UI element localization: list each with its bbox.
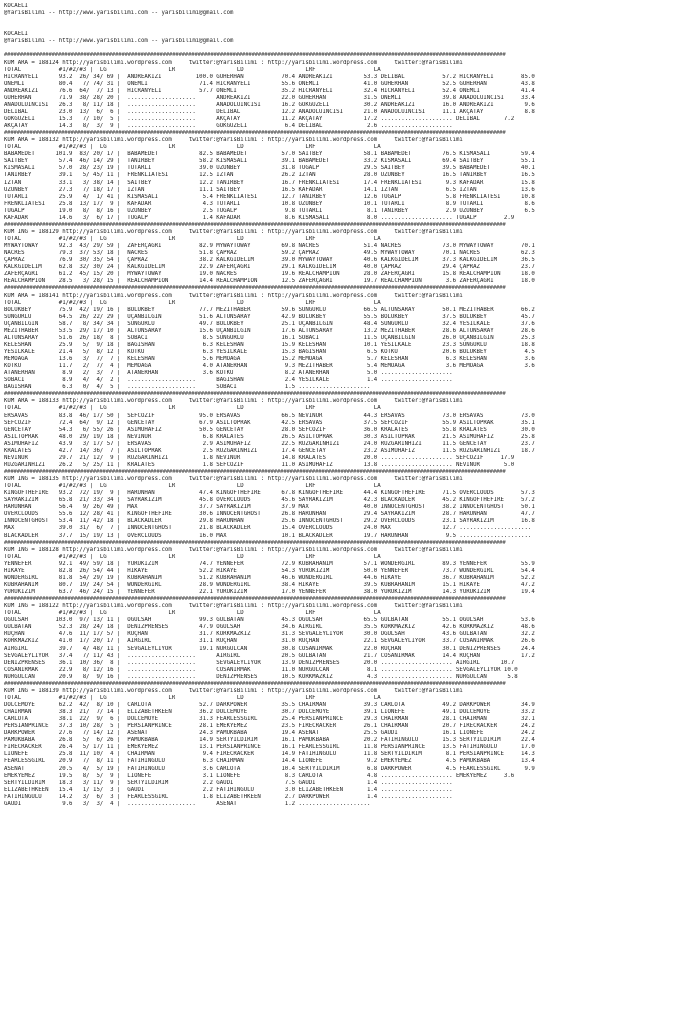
table-row: CHAIRMAN 38.3 21/ 7/ 14 | ELIZABETHKEEN 36.2 DOLCEMOYE 30.7 DOLCEMOYE 39.1 LIONEFE 49.1 DOLCEMOYE 33.2	[4, 709, 535, 715]
table-row: ATANERHAN 8.9 2/ 3/ 7 | ATANERHAN 3.6 KOTKU 8.2 ATANERHAN 5.0 .....................	[4, 370, 453, 377]
column-headers: TOTAL #1/#2/#3 | LG LR LD LRF LA	[4, 694, 381, 701]
table-row: UZUNBEY 27.3 7/ 18/ 17 | IZTAN 11.1 SAITBEY 16.5 KAFADAR 14.1 IZTAN 6.5 IZTAN 13.6	[4, 186, 535, 193]
table-row: SAYRAKIZIM 65.8 21/ 33/ 34 | SAYRAKIZIM 45.8 OVERCLOUDS 45.6 SAYRAKIZIM 42.3 BLACKADLER 45.2 KINGOFTHEFIRE 57.2	[4, 497, 535, 504]
table-row: ALTUNSARAY 51.6 26/ 18/ 8 | SOBACI 8.5 SUNGURLU 16.1 SOBACI 11.5 UÇANBILGIN 26.0 UÇANBILGIN 25.3	[4, 334, 535, 341]
table-row: ERSAVAS 83.8 46/ 17/ 50 | SEFCOZIF 95.0 ERSAVAS 66.5 NEVINUR 44.3 ERSAVAS 73.0 ERSAVAS 73.0	[4, 412, 535, 419]
section-separator: ##############################################################################################################################################################	[4, 391, 506, 398]
race-header: KUM ING = 188135 http://yarisbilimi.wordpress.com twitter:@YarisBilimi : http://yarisbilimi.wordpress.com twitter:@YarisBilimi	[4, 476, 463, 482]
section-separator: ##############################################################################################################################################################	[4, 596, 506, 602]
table-row: ASENAT 20.5 4/ 5/ 19 | FATIHINGÜLÜ 3.6 CARLOTA 10.4 SERTYILDIRIM 6.8 DARKPOWER 4.5 FEARLESSGIRL 9.9	[4, 765, 535, 772]
column-headers: TOTAL #1/#2/#3 | LG LR LD LRF LA	[4, 299, 381, 306]
table-row: GÖKGÜZELI 15.3 7/ 10/ 5 | .................... AKÇATAY 11.2 AKÇATAY 17.2 ..................... DELIBAL 7.2	[4, 116, 515, 122]
table-row: MEMOAGA 13.6 3/ 7/ 7 | KELESHAN 5.6 MEMOAGA 15.2 MEMOAGA 5.7 KELESHAN 6.3 KELESHAN 3.6	[4, 356, 535, 362]
header-line	[4, 24, 682, 31]
table-row: AIRGIRL 39.7 4/ 48/ 11 | SEVGALEYLIYOR 19.1 NURGÜLCAN 30.8 COSANIRMAK 22.0 RÜÇHAN 30.1 DENIZPRENSES 24.4	[4, 645, 535, 652]
table-row: ÖNEMLI 80.4 7/ 74/ 31 | ÖNEMLI 71.4 HICRANYELI 55.6 ÖNEMLI 41.0 GÜHERHAN 52.5 GÜHERHAN 43.8	[4, 80, 535, 87]
table-row: ELIZABETHKEEN 15.4 1/ 15/ 3 | GAUDI 2.2 FATIHINGÜLÜ 3.0 ELIZABETHKEEN 1.4 .....................	[4, 786, 453, 793]
column-headers: TOTAL #1/#2/#3 | LG LR LD LRF LA	[4, 236, 381, 242]
table-row: GÜHERHAN 71.9 38/ 28/ 20 | .................... ANDREAKIZI 22.0 GÜHERHAN 31.5 ÖNEMLI 39.8 ANADOLUINCISI 33.4	[4, 94, 535, 101]
contact-line: @YarisBilimi -- http://www.yarisbilimi.com -- yarisbilimi@gmail.com	[4, 38, 234, 45]
table-row: NURGÜLCAN 20.9 8/ 9/ 16 | .................... DENIZPRENSES 10.5 KORKMAZKIZ 4.3 ..................... NURGÜLCAN 5.8	[4, 673, 518, 680]
table-row: HICRANYELI 93.2 26/ 34/ 69 | ANDREAKIZI 100.0 GÜHERHAN 70.4 ANDREAKIZI 53.3 DELIBAL 57.2 HICRANYELI 85.0	[4, 73, 535, 80]
table-row: ANDREAKIZI 76.6 64/ 7/ 13 | HICRANYELI 57.7 ÖNEMLI 35.2 HICRANYELI 32.4 HICRANYELI 52.4 ÖNEMLI 41.4	[4, 87, 535, 94]
contact-line: @YarisBilimi -- http://www.yarisbilimi.com -- yarisbilimi@gmail.com	[4, 10, 234, 17]
table-row: HIKAYE 82.8 26/ 54/ 44 | HIKAYE 52.2 HIKAYE 54.3 YÜRÜKIZIM 50.0 YENNEFER 73.7 WONDERGIRL 54.4	[4, 567, 535, 574]
table-row: OVERCLOUDS 55.6 12/ 28/ 41 | KINGOFTHEFIRE 30.6 INNOCENTGHOST 26.8 HARUNHAN 29.4 SAYRAKIZIM 28.7 HARUNHAN 47.7	[4, 511, 535, 518]
table-row: UÇANBILGIN 58.7 8/ 34/ 34 | SUNGURLU 49.7 BÖLÜKBEY 25.1 UÇANBILGIN 48.4 SUNGURLU 32.4 YESILKALE 37.6	[4, 320, 535, 327]
table-row: MAX 39.0 31/ 6/ 7 | INNOCENTGHOST 21.8 BLACKADLER 15.4 OVERCLOUDS 24.0 MAX 12.7 .....................	[4, 525, 532, 532]
table-row: TANIRBEY 39.1 5/ 45/ 11 | FRENKLIATESI 12.5 IZTAN 26.2 IZTAN 28.0 UZUNBEY 16.5 TANIRBEY 16.5	[4, 172, 535, 179]
race-header: KUM ING = 188139 http://yarisbilimi.wordpress.com twitter:@YarisBilimi : http://yarisbilimi.wordpress.com twitter:@YarisBilimi	[4, 687, 463, 694]
table-row: SERTYILDIRIM 18.3 3/ 11/ 9 | SERTYILDIRIM 2.2 GAUDI 7.5 GAUDI 1.4 .....................	[4, 779, 453, 786]
table-row: KORKMAZKIZ 41.0 17/ 20/ 17 | AIRGIRL 31.1 RÜÇHAN 31.0 RÜÇHAN 22.1 SEVGALEYLIYOR 33.7 COSANIRMAK 26.6	[4, 638, 535, 645]
section-separator: ##############################################################################################################################################################	[4, 285, 506, 292]
section-separator: ##############################################################################################################################################################	[4, 221, 506, 228]
table-row: DOLCEMOYE 62.2 42/ 8/ 10 | CARLOTA 52.7 DARKPOWER 35.5 CHAIRMAN 39.3 CARLOTA 49.2 DARKPOWER 34.9	[4, 701, 535, 708]
section-separator: ##############################################################################################################################################################	[4, 130, 506, 137]
table-row: LIONEFE 25.8 11/ 10/ 4 | CHAIRMAN 9.4 FIRECRACKER 14.9 FATIHINGÜLÜ 11.8 SERTYILDIRIM 8.1 PERSIANPRINCE 14.3	[4, 751, 535, 758]
table-row: DARKPOWER 27.6 7/ 14/ 12 | ASENAT 24.3 PAMUKBABA 19.4 ASENAT 25.5 GAUDI 16.1 LIONEFE 24.2	[4, 730, 535, 737]
table-row: HARUNHAN 56.4 9/ 26/ 49 | MAX 37.7 SAYRAKIZIM 37.9 MAX 40.0 INNOCENTGHOST 38.2 INNOCENTGHOST 50.1	[4, 504, 535, 511]
table-row: ANADOLUINCISI 26.3 8/ 11/ 18 | .................... ANADOLUINCISI 16.2 GÖKGÜZELI 30.2 ANDREAKIZI 16.0 ANDREAKIZI 9.6	[4, 101, 535, 108]
race-header: KUM ARA = 188124 http://yarisbilimi.wordpress.com twitter:@YarisBilimi : http://yarisbilimi.wordpress.com twitter:@YarisBilimi	[4, 59, 463, 66]
table-row: INNOCENTGHOST 53.4 11/ 42/ 18 | BLACKADLER 29.8 HARUNHAN 25.6 INNOCENTGHOST 29.2 OVERCLOUDS 23.1 SAYRAKIZIM 16.8	[4, 518, 535, 525]
race-header: KUM ING = 188129 http://yarisbilimi.wordpress.com twitter:@YarisBilimi : http://yarisbilimi.wordpress.com twitter:@YarisBilimi	[4, 228, 463, 235]
table-row: BLACKADLER 37.7 15/ 19/ 13 | OVERCLOUDS 16.0 MAX 10.1 BLACKADLER 19.7 HARUNHAN 9.5 .....................	[4, 532, 532, 539]
table-row: DELIBAL 23.0 13/ 6/ 6 | .................... DELIBAL 12.2 ANADOLUINCISI 21.0 ANADOLUINCISI 11.1 AKÇATAY 8.8	[4, 108, 535, 115]
table-row: OGULSAH 103.0 97/ 13/ 11 | OGULSAH 99.3 GÜLBATAN 45.3 OGULSAH 65.5 GÜLBATAN 55.1 OGULSAH 53.6	[4, 617, 535, 624]
table-row: CARLOTA 38.1 22/ 9/ 6 | DOLCEMOYE 31.3 FEARLESSGIRL 25.4 PERSIANPRINCE 29.3 CHAIRMAN 28.1 CHAIRMAN 32.1	[4, 716, 535, 723]
table-row: BAGISHAN 6.3 0/ 4/ 5 | .................... SOBACI 1.5 .....................	[4, 384, 371, 391]
table-row: SUNGURLU 64.5 26/ 22/ 29 | UÇANBILGIN 51.6 ALTUNSARAY 42.9 BÖLÜKBEY 55.5 BÖLÜKBEY 37.5 BÖLÜKBEY 45.7	[4, 313, 535, 320]
column-headers: TOTAL #1/#2/#3 | LG LR LD LRF LA	[4, 483, 381, 490]
table-row: FEARLESSGIRL 20.9 7/ 8/ 11 | FATIHINGÜLÜ 6.3 CHAIRMAN 14.4 LIONEFE 9.2 EMEKYEMEZ 4.5 PAMUKBABA 13.4	[4, 758, 535, 765]
table-row: TUGALP 19.0 8/ 8/ 16 | UZUNBEY 2.5 TUGALP 9.8 TUTARLI 8.1 TANIRBEY 2.9 UZUNBEY 6.5	[4, 207, 535, 214]
header-line	[4, 17, 682, 24]
column-headers: TOTAL #1/#2/#3 | LG LR LD LRF LA	[4, 405, 381, 412]
table-row: KELESHAN 25.9 5/ 9/ 18 | BAGISHAN 6.3 KELESHAN 15.9 KELESHAN 10.1 YESILKALE 23.3 SUNGURLU 18.8	[4, 341, 535, 348]
table-row: BABAMEDET 101.9 83/ 20/ 17 | BABAMEDET 82.5 BABAMEDET 57.0 SAITBEY 58.1 BABAMEDET 76.5 KISMASALI 59.4	[4, 151, 535, 158]
table-row: SEVGALEYLIYOR 37.4 7/ 11/ 43 | .................... AIRGIRL 20.5 GÜLBATAN 21.7 COSANIRMAK 14.4 RÜÇHAN 17.2	[4, 652, 535, 659]
table-row: FRENKLIATESI 25.8 13/ 17/ 9 | KAFADAR 4.3 TUTARLI 10.8 UZUNBEY 10.1 TUTARLI 8.9 TUTARLI 8.6	[4, 200, 535, 207]
table-row: AKÇATAY 14.3 8/ 3/ 9 | .................... GÖKGÜZELI 6.4 DELIBAL 2.6 .....................	[4, 123, 453, 129]
table-row: FIRECRACKER 26.4 5/ 17/ 11 | EMEKYEMEZ 13.1 PERSIANPRINCE 16.1 FEARLESSGIRL 11.8 PERSIANPRINCE 13.5 FATIHINGÜLÜ 17.0	[4, 744, 535, 751]
section-separator: ##############################################################################################################################################################	[4, 539, 506, 546]
race-header: KUM ING = 188122 http://yarisbilimi.wordpress.com twitter:@YarisBilimi : http://yarisbilimi.wordpress.com twitter:@YarisBilimi	[4, 603, 463, 610]
race-header: KUM ARA = 188141 http://yarisbilimi.wordpress.com twitter:@YarisBilimi : http://yarisbilimi.wordpress.com twitter:@YarisBilimi	[4, 292, 463, 299]
column-headers: TOTAL #1/#2/#3 | LG LR LD LRF LA	[4, 553, 381, 560]
section-separator: ##############################################################################################################################################################	[4, 680, 506, 687]
table-row: GENCETAY 54.3 6/ 55/ 26 | ASIMUHAFIZ 50.5 GENCETAY 28.0 SEFCOZIF 36.0 KRALATES 55.8 KRALATES 30.0	[4, 426, 535, 433]
table-row: YÜRÜKIZIM 63.7 46/ 24/ 15 | YENNEFER 22.1 YÜRÜKIZIM 17.0 YENNEFER 38.0 YÜRÜKIZIM 14.3 YÜRÜKIZIM 19.4	[4, 589, 535, 595]
column-headers: TOTAL #1/#2/#3 | LG LR LD LRF LA	[4, 144, 381, 151]
city-title: KOCAELI	[4, 31, 28, 38]
table-row: GAUDI 9.6 3/ 3/ 4 | .................... ASENAT 1.2 .....................	[4, 800, 371, 807]
race-header: KUM ING = 188128 http://yarisbilimi.wordpress.com twitter:@YarisBilimi : http://yarisbilimi.wordpress.com twitter:@YarisBilimi	[4, 546, 463, 553]
table-row: NEVINUR 29.7 21/ 12/ 9 | RÜZGARINHIZI 1.8 NEVINUR 14.8 KRALATES 20.0 ..................... SEFCOZIF 17.9	[4, 454, 515, 461]
race-header: KUM ARA = 188133 http://yarisbilimi.wordpress.com twitter:@YarisBilimi : http://yarisbilimi.wordpress.com twitter:@YarisBilimi	[4, 398, 463, 405]
table-row: SOBACI 8.9 4/ 4/ 2 | .................... BAGISHAN 2.4 YESILKALE 1.4 .....................	[4, 377, 453, 384]
table-row: WONDERGIRL 81.8 54/ 29/ 19 | KÜBRAHANIM 51.2 KÜBRAHANIM 46.6 WONDERGIRL 44.6 HIKAYE 36.7 KÜBRAHANIM 52.2	[4, 574, 535, 581]
table-row: SEFCOZIF 72.4 64/ 9/ 12 | GENCETAY 67.9 ASILTOPRAK 42.5 ERSAVAS 37.5 SEFCOZIF 55.9 ASILTOPRAK 35.1	[4, 419, 535, 426]
table-row: KÜBRAHANIM 80.7 19/ 24/ 54 | WONDERGIRL 28.9 WONDERGIRL 38.4 HIKAYE 39.5 KÜBRAHANIM 15.1 HIKAYE 47.2	[4, 581, 535, 588]
race-header: KUM ARA = 188132 http://yarisbilimi.wordpress.com twitter:@YarisBilimi : http://yarisbilimi.wordpress.com twitter:@YarisBilimi	[4, 137, 463, 144]
table-row: PAMUKBABA 26.8 5/ 6/ 26 | PAMUKBABA 14.9 SERTYILDIRIM 16.1 PAMUKBABA 20.2 FATIHINGÜLÜ 15.3 SERTYILDIRIM 22.4	[4, 737, 535, 744]
table-row: PERSIANPRINCE 37.3 10/ 28/ 5 | PERSIANPRINCE 28.1 EMEKYEMEZ 23.5 FIRECRACKER 26.1 CHAIRMAN 20.7 FIRECRACKER 24.2	[4, 723, 535, 730]
table-row: EMEKYEMEZ 19.5 8/ 5/ 9 | LIONEFE 3.1 LIONEFE 8.3 CARLOTA 4.8 ..................... EMEKYEMEZ 3.6	[4, 772, 515, 779]
table-row: KRALATES 42.7 14/ 36/ 7 | ASILTOPRAK 2.5 RÜZGARINHIZI 17.4 GENCETAY 23.2 ASIMUHAFIZ 11.5 RÜZGARINHIZI 18.7	[4, 447, 535, 454]
table-row: COSANIRMAK 22.9 8/ 12/ 16 | .................... COSANIRMAK 11.0 NURGÜLCAN 8.1 ..................... SEVGALEYLIYOR 10.0	[4, 666, 518, 673]
table-row: YENNEFER 92.1 49/ 59/ 18 | YÜRÜKIZIM 74.7 YENNEFER 72.9 KÜBRAHANIM 57.1 WONDERGIRL 89.3 YENNEFER 55.9	[4, 560, 535, 567]
table-row: MYWAYTOWAY 92.3 43/ 29/ 59 | ZAFERÇAGRI 82.9 MYWAYTOWAY 69.8 NACRES 51.4 NACRES 73.0 MYWAYTOWAY 70.1	[4, 243, 535, 249]
table-row: RÜÇHAN 47.6 11/ 17/ 57 | RÜÇHAN 31.7 KORKMAZKIZ 31.3 SEVGALEYLIYOR 30.0 OGULSAH 43.6 GÜLBATAN 32.2	[4, 631, 535, 638]
table-row: FATIHINGÜLÜ 14.2 3/ 6/ 3 | FEARLESSGIRL 1.8 ELIZABETHKEEN 2.7 DARKPOWER 1.4 .....................	[4, 793, 453, 800]
table-row: RÜZGARINHIZI 26.2 5/ 25/ 11 | KRALATES 1.8 SEFCOZIF 11.0 ASIMUHAFIZ 13.8 ..................... NEVINUR 5.0	[4, 461, 515, 468]
table-row: REALCHAMPION 28.5 3/ 28/ 15 | REALCHAMPION 14.4 REALCHAMPION 12.5 ZAFERÇAGRI 19.7 REALCHAMPION 3.6 ZAFERÇAGRI 18.0	[4, 278, 535, 285]
table-row: ZAFERÇAGRI 61.2 45/ 15/ 20 | MYWAYTOWAY 19.0 NACRES 19.6 REALCHAMPION 28.0 ZAFERÇAGRI 15.8 REALCHAMPION 18.0	[4, 271, 535, 278]
table-row: YESILKALE 21.4 5/ 8/ 12 | KOTKU 6.3 YESILKALE 15.3 BAGISHAN 6.5 KOTKU 20.6 BÖLÜKBEY 4.5	[4, 348, 535, 355]
table-row: KINGOFTHEFIRE 93.2 72/ 19/ 9 | HARUNHAN 47.4 KINGOFTHEFIRE 67.8 KINGOFTHEFIRE 44.4 KINGOFTHEFIRE 71.5 OVERCLOUDS 57.3	[4, 490, 535, 497]
table-row: ASILTOPRAK 48.0 29/ 19/ 18 | NEVINUR 6.8 KRALATES 26.5 ASILTOPRAK 30.3 ASILTOPRAK 21.5 ASIMUHAFIZ 25.8	[4, 433, 535, 440]
table-row: ÇAPRAZ 76.9 30/ 35/ 54 | ÇAPRAZ 38.2 KALKGIDELIM 39.0 MYWAYTOWAY 40.6 KALKGIDELIM 37.3 KALKGIDELIM 36.5	[4, 257, 535, 264]
table-row: MEZITHABER 53.5 29/ 17/ 10 | ALTUNSARAY 15.6 UÇANBILGIN 17.6 ALTUNSARAY 13.2 MEZITHABER 28.6 ALTUNSARAY 28.6	[4, 327, 535, 334]
table-row: IZTAN 33.1 3/ 38/ 14 | SAITBEY 12.2 TANIRBEY 16.7 FRENKLIATESI 17.4 FRENKLIATESI 9.3 KAFADAR 15.8	[4, 179, 535, 186]
table-row: BÖLÜKBEY 75.9 42/ 19/ 16 | BÖLÜKBEY 77.7 MEZITHABER 59.6 SUNGURLU 66.5 ALTUNSARAY 50.1 MEZITHABER 66.2	[4, 306, 535, 313]
table-row: KAFADAR 14.6 3/ 6/ 17 | TUGALP 1.4 KAFADAR 8.6 KISMASALI 8.0 ..................... TUGALP 2.9	[4, 214, 515, 221]
table-row: ASIMUHAFIZ 43.9 3/ 17/ 57 | ERSAVAS 2.9 ASIMUHAFIZ 22.5 RÜZGARINHIZI 24.0 RÜZGARINHIZI 11.5 GENCETAY 23.7	[4, 440, 535, 447]
city-title: KOCAELI	[4, 3, 28, 9]
table-row: SAITBEY 57.4 46/ 14/ 29 | TANIRBEY 58.2 KISMASALI 39.1 BABAMEDET 33.2 KISMASALI 69.4 SAITBEY 55.1	[4, 158, 535, 165]
section-separator: ##############################################################################################################################################################	[4, 469, 506, 475]
table-row: GÜLBATAN 52.3 28/ 24/ 18 | DENIZPRENSES 47.9 OGULSAH 34.6 AIRGIRL 35.5 KORKMAZKIZ 42.6 KORKMAZKIZ 48.6	[4, 624, 535, 631]
column-headers: TOTAL #1/#2/#3 | LG LR LD LRF LA	[4, 610, 381, 617]
table-row: DENIZPRENSES 36.1 10/ 36/ 8 | .................... SEVGALEYLIYOR 13.9 DENIZPRENSES 20.0 ..................... AIRGIRL 10.7	[4, 659, 515, 666]
table-row: KISMASALI 57.0 28/ 23/ 19 | TUTARLI 39.0 UZUNBEY 31.8 TUGALP 29.5 SAITBEY 39.5 BABAMEDET 40.1	[4, 165, 535, 172]
table-row: KALKGIDELIM 62.8 32/ 30/ 24 | KALKGIDELIM 22.9 ZAFERÇAGRI 29.1 KALKGIDELIM 40.0 ÇAPRAZ 29.4 ÇAPRAZ 23.7	[4, 264, 535, 271]
table-row: TUTARLI 25.9 4/ 1/ 41 | KISMASALI 5.4 FRENKLIATESI 12.7 TANIRBEY 12.6 TUGALP 5.8 FRENKLIATESI 10.8	[4, 193, 535, 200]
header-line	[4, 45, 682, 52]
section-separator: ##############################################################################################################################################################	[4, 52, 506, 59]
column-headers: TOTAL #1/#2/#3 | LG LR LD LRF LA	[4, 66, 381, 73]
table-row: KOTKU 11.7 2/ 7/ 4 | MEMOAGA 4.0 ATANERHAN 9.3 MEZITHABER 5.4 MEMOAGA 3.6 MEMOAGA 3.6	[4, 363, 535, 370]
table-row: NACRES 79.3 37/ 53/ 18 | NACRES 51.8 ÇAPRAZ 59.2 ÇAPRAZ 49.5 MYWAYTOWAY 70.1 NACRES 62.3	[4, 250, 535, 257]
